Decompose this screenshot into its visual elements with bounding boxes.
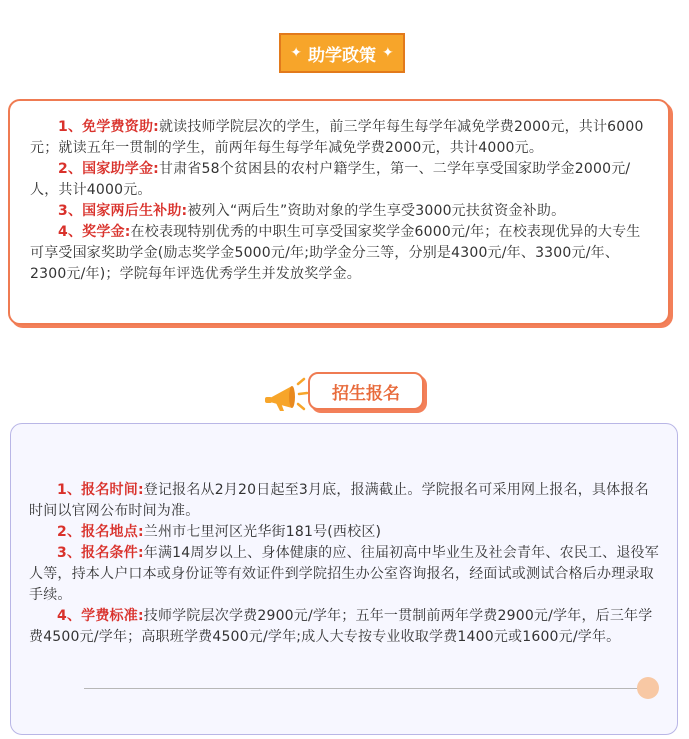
enroll-item-text: 兰州市七里河区光华街181号(西校区) (143, 524, 382, 540)
enroll-item-label: 2、报名地点: (57, 524, 144, 540)
policy-item-text: 甘肃省58个贫困县的农村户籍学生，第一、二学年享受国家助学金2000元/人，共计4000元。 (30, 161, 631, 198)
enroll-item-label: 1、报名时间: (57, 482, 144, 498)
decorative-dot (637, 677, 659, 699)
policy-item-label: 1、免学费资助: (58, 119, 159, 135)
enroll-section-header (262, 372, 432, 416)
divider-line (84, 688, 656, 689)
enroll-item-4 (29, 606, 661, 648)
policy-item-1 (30, 117, 654, 159)
policy-item-label: 2、国家助学金: (58, 161, 159, 177)
policy-item-2 (30, 159, 654, 201)
enroll-item-text: 年满14周岁以上、身体健康的应、往届初高中毕业生及社会青年、农民工、退役军人等，持本人户口本或身份证等有效证件到学院招生办公室咨询报名，经面试或测试合格后办理录取手续。 (29, 545, 659, 603)
enroll-item-label: 4、学费标准: (57, 608, 144, 624)
enroll-item-text: 技师学院层次学费2900元/学年；五年一贯制前两年学费2900元/学年，后三年学费4500元/学年；高职班学费4500元/学年;成人大专按专业收取学费1400元或1600元/学年。 (29, 608, 653, 645)
policy-item-text: 就读技师学院层次的学生，前三学年每生每学年减免学费2000元，共计6000元；就读五年一贯制的学生，前两年每生每学年减免学费2000元，共计4000元。 (30, 119, 644, 156)
enroll-item-3 (29, 543, 661, 606)
policy-item-label: 4、奖学金: (58, 224, 131, 240)
enroll-item-2 (29, 522, 661, 543)
enroll-section-title: 招生报名 (308, 372, 424, 410)
policy-title-text: 助学政策 (308, 45, 376, 66)
policy-item-label: 3、国家两后生补助: (58, 203, 188, 219)
policy-card (8, 99, 670, 325)
enroll-item-label: 3、报名条件: (57, 545, 144, 561)
policy-item-text: 在校表现特别优秀的中职生可享受国家奖学金6000元/年；在校表现优异的大专生可享受国家奖助学金(励志奖学金5000元/年;助学金分三等，分别是4300元/年、3300元/年、2300元/年)；学院每年评选优秀学生并发放奖学金。 (30, 224, 641, 282)
policy-section-title (279, 33, 405, 73)
enroll-item-1 (29, 480, 661, 522)
star-icon: ✦ (290, 45, 302, 61)
star-icon: ✦ (382, 45, 394, 61)
policy-item-3 (30, 201, 654, 222)
policy-item-4 (30, 222, 654, 285)
policy-item-text: 被列入“两后生”资助对象的学生享受3000元扶贫资金补助。 (187, 203, 566, 219)
enroll-item-text: 登记报名从2月20日起至3月底，报满截止。学院报名可采用网上报名，具体报名时间以官网公布时间为准。 (29, 482, 649, 519)
